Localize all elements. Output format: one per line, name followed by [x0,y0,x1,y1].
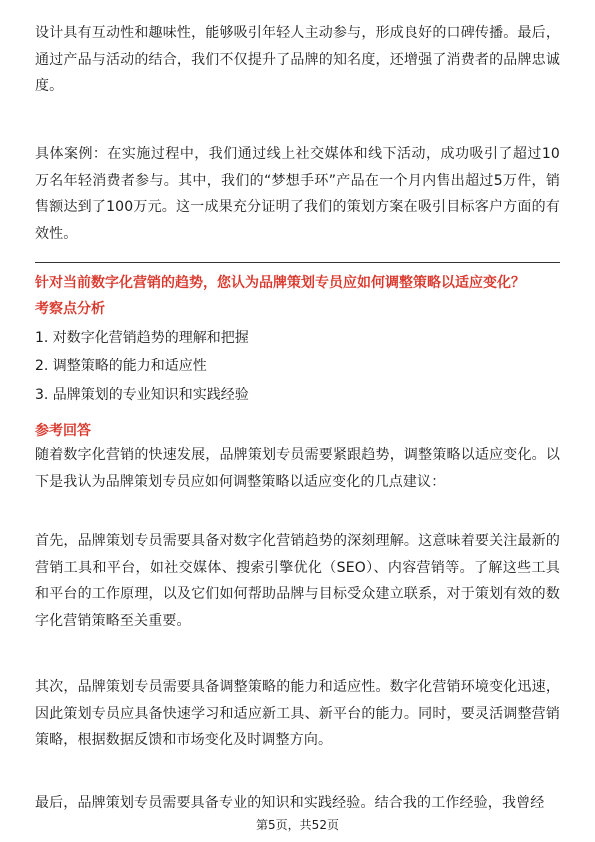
answer-paragraph-2: 首先，品牌策划专员需要具备对数字化营销趋势的深刻理解。这意味着要关注最新的营销工具和平台，如社交媒体、搜索引擎优化（SEO）、内容营销等。了解这些工具和平台的工作原理，以及它们如何帮助品牌与目标受众建立联系，对于策划有效的数字化营销策略至关重要。 [35,533,560,629]
analysis-point-2: 2. 调整策略的能力和适应性 [35,358,207,374]
analysis-point-3: 3. 品牌策划的专业知识和实践经验 [35,387,249,403]
question-heading: 针对当前数字化营销的趋势，您认为品牌策划专员应如何调整策略以适应变化？ [35,275,525,291]
intro-paragraph: 设计具有互动性和趣味性，能够吸引年轻人主动参与，形成良好的口碑传播。最后，通过产品与活动的结合，我们不仅提升了品牌的知名度，还增强了消费者的品牌忠诚度。 [35,25,560,94]
page-number: 第5页，共52页 [256,818,339,832]
section-divider [35,262,560,263]
analysis-point-1: 1. 对数字化营销趋势的理解和把握 [35,330,249,346]
answer-title: 参考回答 [35,423,91,439]
case-paragraph: 具体案例：在实施过程中，我们通过线上社交媒体和线下活动，成功吸引了超过10万名年轻消费者参与。其中，我们的“梦想手环”产品在一个月内售出超过5万件，销售额达到了100万元。这一成果充分证明了我们的策划方案在吸引目标客户方面的有效性。 [35,146,560,242]
answer-paragraph-3: 其次，品牌策划专员需要具备调整策略的能力和适应性。数字化营销环境变化迅速，因此策划专员应具备快速学习和适应新工具、新平台的能力。同时，要灵活调整营销策略，根据数据反馈和市场变化及时调整方向。 [35,679,560,748]
analysis-title: 考察点分析 [35,301,105,317]
answer-paragraph-1: 随着数字化营销的快速发展，品牌策划专员需要紧跟趋势，调整策略以适应变化。以下是我认为品牌策划专员应如何调整策略以适应变化的几点建议： [35,447,560,490]
answer-paragraph-4: 最后，品牌策划专员需要具备专业的知识和实践经验。结合我的工作经验，我曾经 [35,795,545,811]
